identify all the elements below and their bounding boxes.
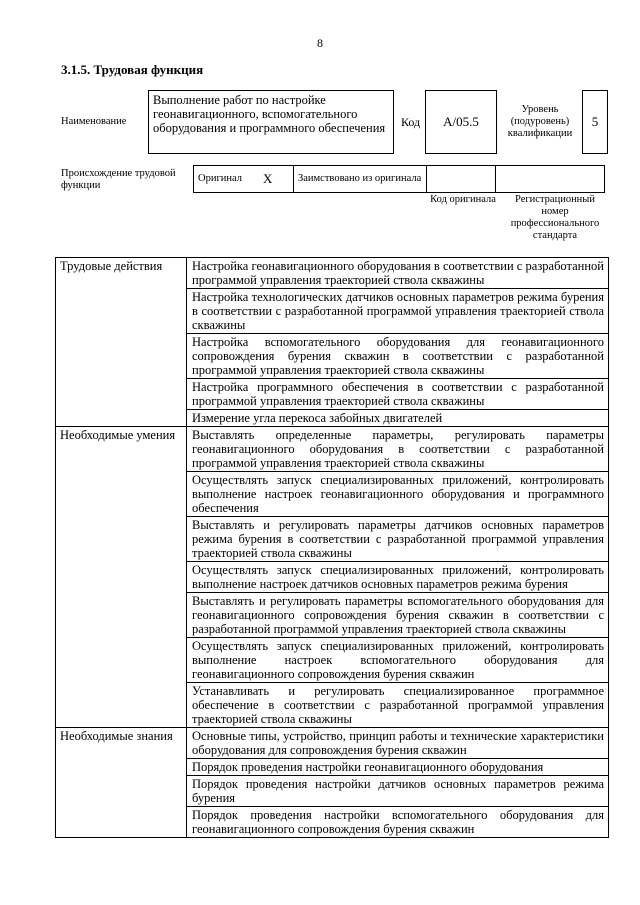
table-cell: Осуществлять запуск специализированных приложений, контролировать выполнение настроек датчиков основных параметров режима бурения xyxy=(187,562,609,593)
table-cell: Настройка программного обеспечения в соответствии с разработанной программой управления траекторией ствола скважины xyxy=(187,379,609,410)
table-cell: Порядок проведения настройки геонавигационного оборудования xyxy=(187,759,609,776)
borrowed-label: Заимствовано из оригинала xyxy=(294,166,427,193)
table-row xyxy=(56,427,609,472)
table-cell: Порядок проведения настройки вспомогательного оборудования для геонавигационного сопровождения бурения скважин xyxy=(187,807,609,838)
function-name-box: Выполнение работ по настройке геонавигационного, вспомогательного оборудования и программного обеспечения xyxy=(148,90,394,154)
code-caption: Код оригинала xyxy=(430,194,496,205)
table-cell: Выставлять определенные параметры, регулировать параметры геонавигационного оборудования в соответствии с разработанной программой управления траекторией ствола скважины xyxy=(187,427,609,472)
origin-table xyxy=(193,165,605,193)
original-label: Оригинал xyxy=(194,166,260,193)
table-cell: Осуществлять запуск специализированных приложений, контролировать выполнение настроек вспомогательного оборудования для геонавигационного сопровождения бурения скважин xyxy=(187,638,609,683)
level-label: Уровень (подуровень) квалификации xyxy=(507,104,573,139)
function-code-box: А/05.5 xyxy=(425,90,497,154)
table-cell: Настройка геонавигационного оборудования в соответствии с разработанной программой управления траекторией ствола скважины xyxy=(187,258,609,289)
table-cell: Настройка вспомогательного оборудования для геонавигационного сопровождения бурения скважин в соответствии с разработанной программой управления траекторией ствола скважины xyxy=(187,334,609,379)
category-cell: Трудовые действия xyxy=(56,258,187,427)
code-label: Код xyxy=(401,115,421,129)
section-title: 3.1.5. Трудовая функция xyxy=(61,62,204,77)
category-cell: Необходимые знания xyxy=(56,728,187,838)
name-label: Наименование xyxy=(61,116,127,127)
table-cell: Порядок проведения настройки датчиков основных параметров режима бурения xyxy=(187,776,609,807)
origin-label: Происхождение трудовой функции xyxy=(61,168,176,191)
qualification-level-box: 5 xyxy=(582,90,608,154)
function-details-table xyxy=(55,257,609,838)
page-number: 8 xyxy=(317,36,323,50)
reg-number-cell xyxy=(496,166,605,193)
table-cell: Выставлять и регулировать параметры вспомогательного оборудования для геонавигационного сопровождения бурения скважин в соответствии с разработанной программой управления траекторией ствола скважины xyxy=(187,593,609,638)
table-cell: Измерение угла перекоса забойных двигателей xyxy=(187,410,609,427)
category-cell: Необходимые умения xyxy=(56,427,187,728)
table-cell: Настройка технологических датчиков основных параметров режима бурения в соответствии с разработанной программой управления траекторией ствола скважины xyxy=(187,289,609,334)
table-row xyxy=(56,258,609,289)
table-cell: Осуществлять запуск специализированных приложений, контролировать выполнение настроек геонавигационного оборудования и программного обеспечения xyxy=(187,472,609,517)
original-mark: X xyxy=(259,166,294,193)
reg-caption: Регистрационный номер профессионального стандарта xyxy=(510,194,600,241)
table-cell: Основные типы, устройство, принцип работы и технические характеристики оборудования для сопровождения бурения скважин xyxy=(187,728,609,759)
original-code-cell xyxy=(427,166,496,193)
table-cell: Устанавливать и регулировать специализированное программное обеспечение в соответствии с разработанной программой управления траекторией ствола скважины xyxy=(187,683,609,728)
table-row xyxy=(56,728,609,759)
table-cell: Выставлять и регулировать параметры датчиков основных параметров режима бурения в соответствии с разработанной программой управления траекторией ствола скважины xyxy=(187,517,609,562)
